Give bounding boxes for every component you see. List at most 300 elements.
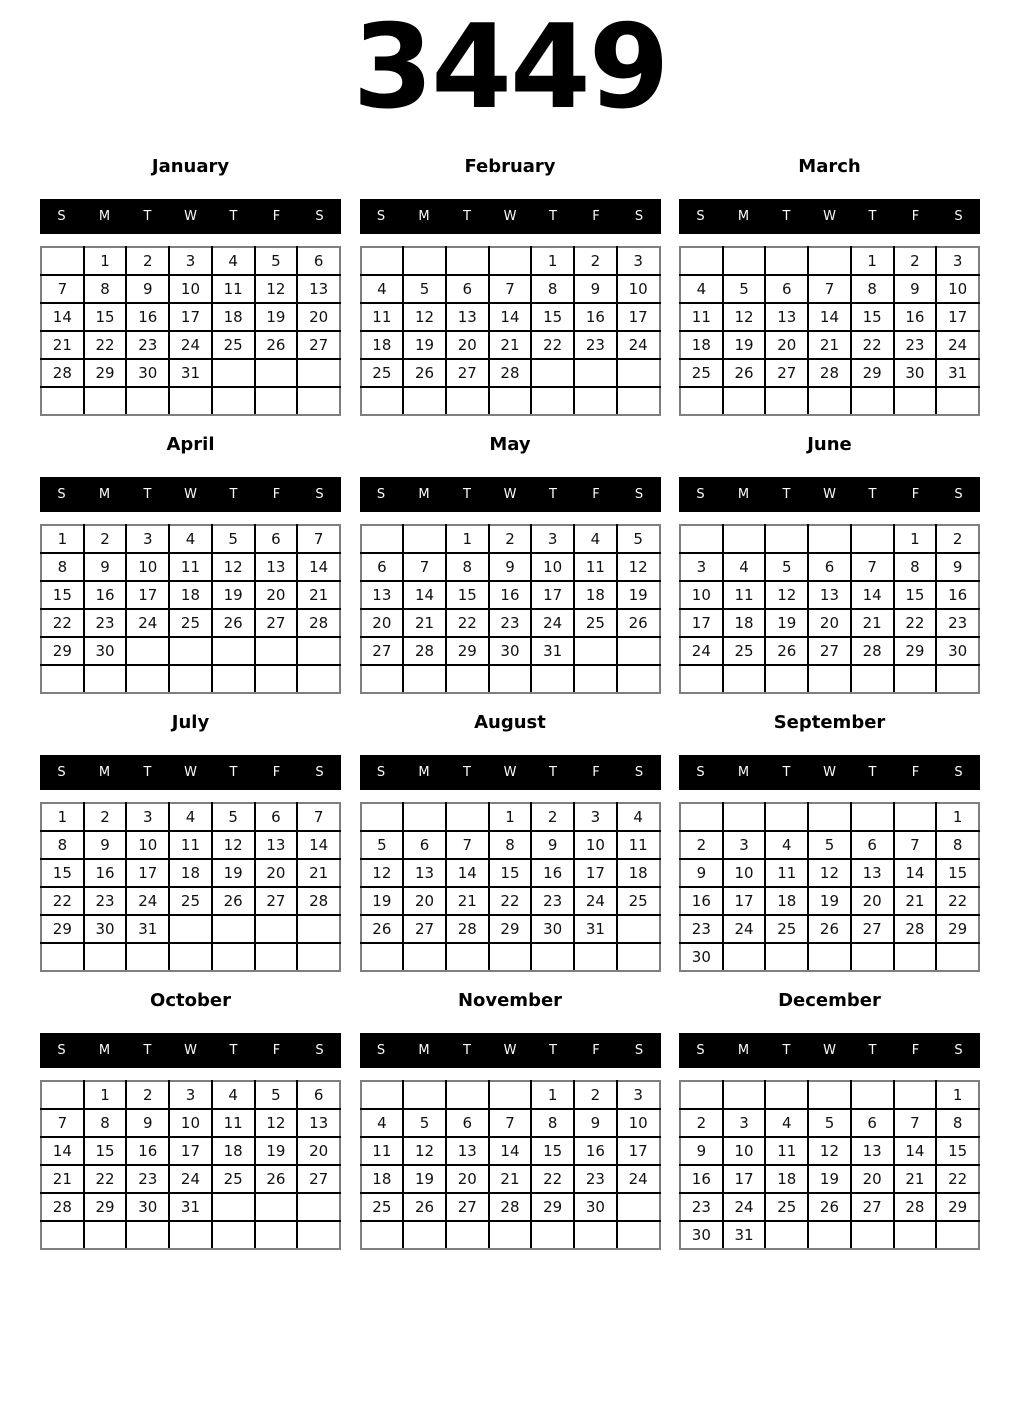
weekday-label: M — [98, 1043, 111, 1058]
day-cell: 20 — [297, 303, 340, 331]
day-cell: 25 — [723, 637, 766, 665]
day-cell: 1 — [851, 247, 894, 275]
empty-day-cell — [851, 665, 894, 693]
day-cell: 2 — [84, 803, 127, 831]
day-cell: 12 — [808, 859, 851, 887]
day-cell: 19 — [361, 887, 404, 915]
empty-day-cell — [126, 1221, 169, 1249]
week-row — [680, 303, 979, 331]
weekday-label: F — [592, 1043, 600, 1058]
empty-day-cell — [531, 359, 574, 387]
week-row — [361, 1165, 660, 1193]
day-cell: 5 — [403, 1109, 446, 1137]
weekday-label: W — [184, 765, 197, 780]
day-cell: 13 — [851, 859, 894, 887]
day-cell: 11 — [765, 859, 808, 887]
day-cell: 22 — [41, 609, 84, 637]
day-cell: 31 — [936, 359, 979, 387]
day-cell: 25 — [212, 331, 255, 359]
day-cell: 5 — [403, 275, 446, 303]
day-cell: 10 — [723, 859, 766, 887]
empty-day-cell — [212, 637, 255, 665]
empty-day-cell — [297, 943, 340, 971]
day-cell: 22 — [531, 1165, 574, 1193]
day-cell: 10 — [936, 275, 979, 303]
day-cell: 15 — [531, 303, 574, 331]
week-row — [361, 275, 660, 303]
day-cell: 1 — [531, 1081, 574, 1109]
empty-day-cell — [446, 247, 489, 275]
week-row — [361, 553, 660, 581]
empty-day-cell — [126, 387, 169, 415]
empty-day-cell — [297, 359, 340, 387]
empty-day-cell — [255, 387, 298, 415]
empty-day-cell — [808, 1081, 851, 1109]
day-cell: 27 — [297, 331, 340, 359]
day-cell: 31 — [531, 637, 574, 665]
day-cell: 19 — [808, 887, 851, 915]
week-row — [361, 387, 660, 415]
empty-day-cell — [808, 525, 851, 553]
weekday-label: T — [782, 487, 791, 502]
empty-day-cell — [723, 665, 766, 693]
day-cell: 7 — [41, 1109, 84, 1137]
day-cell: 4 — [617, 803, 660, 831]
day-cell: 7 — [297, 803, 340, 831]
weekday-header — [679, 755, 980, 790]
day-cell: 20 — [808, 609, 851, 637]
month-title: April — [166, 434, 215, 455]
empty-day-cell — [617, 387, 660, 415]
day-cell: 16 — [489, 581, 532, 609]
day-cell: 5 — [765, 553, 808, 581]
day-cell: 18 — [212, 1137, 255, 1165]
empty-day-cell — [723, 247, 766, 275]
empty-day-cell — [297, 1221, 340, 1249]
day-cell: 30 — [531, 915, 574, 943]
day-cell: 1 — [41, 525, 84, 553]
empty-day-cell — [169, 387, 212, 415]
day-cell: 5 — [617, 525, 660, 553]
week-row — [361, 831, 660, 859]
empty-day-cell — [808, 1221, 851, 1249]
week-row — [41, 1137, 340, 1165]
day-cell: 15 — [489, 859, 532, 887]
month-block — [360, 990, 661, 1250]
week-row — [680, 275, 979, 303]
empty-day-cell — [212, 387, 255, 415]
day-cell: 13 — [403, 859, 446, 887]
day-cell: 30 — [680, 943, 723, 971]
day-cell: 17 — [723, 1165, 766, 1193]
day-cell: 3 — [617, 1081, 660, 1109]
day-cell: 22 — [851, 331, 894, 359]
weekday-header — [40, 477, 341, 512]
empty-day-cell — [403, 803, 446, 831]
day-cell: 17 — [531, 581, 574, 609]
day-cell: 16 — [531, 859, 574, 887]
day-cell: 22 — [936, 1165, 979, 1193]
day-cell: 22 — [41, 887, 84, 915]
day-cell: 13 — [255, 831, 298, 859]
day-cell: 27 — [765, 359, 808, 387]
day-cell: 11 — [765, 1137, 808, 1165]
day-cell: 12 — [765, 581, 808, 609]
week-row — [680, 359, 979, 387]
day-cell: 28 — [41, 359, 84, 387]
month-block — [679, 712, 980, 972]
empty-day-cell — [446, 803, 489, 831]
empty-day-cell — [765, 525, 808, 553]
day-cell: 21 — [41, 1165, 84, 1193]
day-cell: 26 — [255, 331, 298, 359]
empty-day-cell — [574, 637, 617, 665]
day-cell: 2 — [126, 247, 169, 275]
week-row — [680, 831, 979, 859]
empty-day-cell — [212, 915, 255, 943]
day-cell: 20 — [446, 331, 489, 359]
day-cell: 17 — [617, 1137, 660, 1165]
day-cell: 20 — [361, 609, 404, 637]
weekday-label: S — [376, 209, 386, 224]
week-row — [680, 387, 979, 415]
empty-day-cell — [680, 525, 723, 553]
empty-day-cell — [126, 637, 169, 665]
day-cell: 2 — [531, 803, 574, 831]
day-cell: 31 — [723, 1221, 766, 1249]
day-cell: 4 — [169, 525, 212, 553]
empty-day-cell — [894, 943, 937, 971]
empty-day-cell — [41, 943, 84, 971]
day-cell: 15 — [41, 859, 84, 887]
day-cell: 11 — [212, 275, 255, 303]
weekday-label: S — [954, 209, 963, 224]
empty-day-cell — [723, 387, 766, 415]
weekday-label: W — [503, 209, 517, 224]
day-cell: 30 — [126, 1193, 169, 1221]
week-row — [361, 1137, 660, 1165]
day-cell: 23 — [894, 331, 937, 359]
weekday-label: S — [57, 209, 66, 224]
empty-day-cell — [255, 1221, 298, 1249]
week-row — [361, 1221, 660, 1249]
month-table — [360, 1080, 661, 1250]
day-cell: 27 — [851, 915, 894, 943]
day-cell: 8 — [84, 275, 127, 303]
empty-day-cell — [41, 665, 84, 693]
week-row — [361, 359, 660, 387]
weekday-label: F — [592, 487, 600, 502]
day-cell: 13 — [361, 581, 404, 609]
empty-day-cell — [808, 665, 851, 693]
day-cell: 4 — [361, 1109, 404, 1137]
month-title: May — [489, 434, 531, 455]
weekday-label: S — [376, 487, 386, 502]
day-cell: 11 — [361, 303, 404, 331]
day-cell: 22 — [446, 609, 489, 637]
week-row — [680, 1137, 979, 1165]
day-cell: 1 — [936, 1081, 979, 1109]
day-cell: 12 — [255, 275, 298, 303]
day-cell: 18 — [574, 581, 617, 609]
month-table — [40, 524, 341, 694]
empty-day-cell — [617, 637, 660, 665]
day-cell: 12 — [617, 553, 660, 581]
weekday-label: F — [911, 209, 920, 224]
day-cell: 22 — [894, 609, 937, 637]
day-cell: 4 — [361, 275, 404, 303]
month-table — [360, 246, 661, 416]
day-cell: 21 — [297, 581, 340, 609]
empty-day-cell — [297, 387, 340, 415]
empty-day-cell — [255, 943, 298, 971]
day-cell: 25 — [574, 609, 617, 637]
day-cell: 16 — [894, 303, 937, 331]
empty-day-cell — [255, 1193, 298, 1221]
day-cell: 10 — [126, 831, 169, 859]
weekday-label: W — [184, 487, 197, 502]
empty-day-cell — [680, 1081, 723, 1109]
empty-day-cell — [255, 665, 298, 693]
empty-day-cell — [894, 803, 937, 831]
week-row — [361, 943, 660, 971]
empty-day-cell — [489, 247, 532, 275]
empty-day-cell — [297, 637, 340, 665]
day-cell: 9 — [489, 553, 532, 581]
day-cell: 24 — [531, 609, 574, 637]
week-row — [41, 665, 340, 693]
empty-day-cell — [680, 803, 723, 831]
week-row — [41, 803, 340, 831]
day-cell: 8 — [531, 1109, 574, 1137]
week-row — [680, 1165, 979, 1193]
day-cell: 26 — [808, 915, 851, 943]
weekday-label: F — [272, 209, 281, 224]
day-cell: 30 — [680, 1221, 723, 1249]
empty-day-cell — [297, 665, 340, 693]
empty-day-cell — [489, 1221, 532, 1249]
day-cell: 10 — [531, 553, 574, 581]
weekday-label: F — [911, 487, 920, 502]
month-title: March — [798, 156, 861, 177]
day-cell: 14 — [446, 859, 489, 887]
day-cell: 9 — [936, 553, 979, 581]
week-row — [680, 803, 979, 831]
day-cell: 19 — [723, 331, 766, 359]
week-row — [41, 915, 340, 943]
day-cell: 11 — [574, 553, 617, 581]
day-cell: 5 — [808, 831, 851, 859]
day-cell: 31 — [169, 359, 212, 387]
weekday-label: T — [782, 765, 791, 780]
day-cell: 2 — [84, 525, 127, 553]
weekday-label: M — [418, 765, 430, 780]
day-cell: 6 — [446, 275, 489, 303]
day-cell: 29 — [84, 1193, 127, 1221]
weekday-label: M — [98, 487, 111, 502]
day-cell: 23 — [680, 915, 723, 943]
day-cell: 14 — [894, 859, 937, 887]
day-cell: 7 — [41, 275, 84, 303]
weekday-label: T — [229, 765, 238, 780]
weekday-header — [360, 199, 661, 234]
day-cell: 28 — [297, 887, 340, 915]
weekday-label: T — [229, 487, 238, 502]
empty-day-cell — [680, 247, 723, 275]
month-title: February — [464, 156, 556, 177]
empty-day-cell — [255, 915, 298, 943]
week-row — [361, 887, 660, 915]
day-cell: 7 — [489, 275, 532, 303]
day-cell: 2 — [936, 525, 979, 553]
day-cell: 8 — [84, 1109, 127, 1137]
day-cell: 9 — [126, 275, 169, 303]
day-cell: 13 — [255, 553, 298, 581]
day-cell: 17 — [680, 609, 723, 637]
day-cell: 18 — [617, 859, 660, 887]
week-row — [361, 1109, 660, 1137]
day-cell: 18 — [765, 887, 808, 915]
day-cell: 18 — [723, 609, 766, 637]
week-row — [680, 581, 979, 609]
day-cell: 27 — [361, 637, 404, 665]
day-cell: 20 — [255, 581, 298, 609]
day-cell: 4 — [765, 1109, 808, 1137]
day-cell: 7 — [894, 831, 937, 859]
month-block — [360, 434, 661, 694]
day-cell: 21 — [851, 609, 894, 637]
day-cell: 3 — [680, 553, 723, 581]
day-cell: 19 — [212, 859, 255, 887]
day-cell: 7 — [446, 831, 489, 859]
day-cell: 30 — [489, 637, 532, 665]
day-cell: 10 — [169, 275, 212, 303]
day-cell: 2 — [680, 1109, 723, 1137]
day-cell: 21 — [446, 887, 489, 915]
day-cell: 20 — [297, 1137, 340, 1165]
day-cell: 23 — [936, 609, 979, 637]
day-cell: 1 — [41, 803, 84, 831]
empty-day-cell — [212, 359, 255, 387]
day-cell: 26 — [403, 359, 446, 387]
day-cell: 9 — [531, 831, 574, 859]
week-row — [41, 1193, 340, 1221]
day-cell: 8 — [936, 1109, 979, 1137]
empty-day-cell — [212, 943, 255, 971]
day-cell: 14 — [297, 553, 340, 581]
day-cell: 9 — [574, 275, 617, 303]
day-cell: 25 — [169, 887, 212, 915]
empty-day-cell — [531, 665, 574, 693]
day-cell: 3 — [723, 1109, 766, 1137]
week-row — [41, 303, 340, 331]
day-cell: 28 — [894, 1193, 937, 1221]
day-cell: 8 — [446, 553, 489, 581]
empty-day-cell — [531, 943, 574, 971]
empty-day-cell — [361, 1221, 404, 1249]
weekday-label: F — [911, 1043, 920, 1058]
weekday-label: S — [315, 209, 324, 224]
day-cell: 6 — [403, 831, 446, 859]
empty-day-cell — [403, 1221, 446, 1249]
week-row — [41, 1109, 340, 1137]
empty-day-cell — [765, 247, 808, 275]
day-cell: 24 — [723, 915, 766, 943]
day-cell: 2 — [126, 1081, 169, 1109]
empty-day-cell — [808, 803, 851, 831]
day-cell: 27 — [255, 887, 298, 915]
month-block — [679, 156, 980, 416]
day-cell: 7 — [489, 1109, 532, 1137]
week-row — [680, 609, 979, 637]
empty-day-cell — [169, 943, 212, 971]
day-cell: 20 — [851, 887, 894, 915]
empty-day-cell — [446, 387, 489, 415]
month-table — [40, 1080, 341, 1250]
day-cell: 24 — [169, 331, 212, 359]
day-cell: 29 — [936, 1193, 979, 1221]
day-cell: 13 — [446, 1137, 489, 1165]
day-cell: 15 — [446, 581, 489, 609]
day-cell: 15 — [936, 1137, 979, 1165]
weekday-label: S — [696, 765, 705, 780]
day-cell: 16 — [574, 1137, 617, 1165]
day-cell: 18 — [169, 859, 212, 887]
month-table — [679, 802, 980, 972]
day-cell: 25 — [765, 1193, 808, 1221]
day-cell: 29 — [851, 359, 894, 387]
day-cell: 30 — [936, 637, 979, 665]
day-cell: 3 — [723, 831, 766, 859]
day-cell: 30 — [894, 359, 937, 387]
day-cell: 23 — [574, 1165, 617, 1193]
day-cell: 28 — [489, 1193, 532, 1221]
week-row — [361, 1081, 660, 1109]
day-cell: 14 — [297, 831, 340, 859]
empty-day-cell — [489, 943, 532, 971]
day-cell: 25 — [680, 359, 723, 387]
weekday-label: S — [315, 1043, 324, 1058]
weekday-label: S — [57, 487, 66, 502]
day-cell: 2 — [574, 247, 617, 275]
week-row — [680, 1221, 979, 1249]
day-cell: 25 — [617, 887, 660, 915]
day-cell: 13 — [297, 275, 340, 303]
weekday-label: T — [463, 765, 471, 780]
month-table — [679, 524, 980, 694]
weekday-label: M — [98, 765, 111, 780]
day-cell: 25 — [169, 609, 212, 637]
weekday-header — [360, 1033, 661, 1068]
day-cell: 14 — [403, 581, 446, 609]
empty-day-cell — [169, 915, 212, 943]
week-row — [680, 915, 979, 943]
empty-day-cell — [446, 1081, 489, 1109]
empty-day-cell — [212, 1193, 255, 1221]
week-row — [680, 665, 979, 693]
week-row — [361, 637, 660, 665]
weekday-label: F — [911, 765, 920, 780]
empty-day-cell — [765, 387, 808, 415]
weekday-label: M — [98, 209, 111, 224]
day-cell: 3 — [126, 803, 169, 831]
day-cell: 4 — [212, 247, 255, 275]
week-row — [680, 247, 979, 275]
weekday-label: W — [823, 487, 836, 502]
day-cell: 6 — [255, 525, 298, 553]
day-cell: 15 — [894, 581, 937, 609]
day-cell: 1 — [531, 247, 574, 275]
